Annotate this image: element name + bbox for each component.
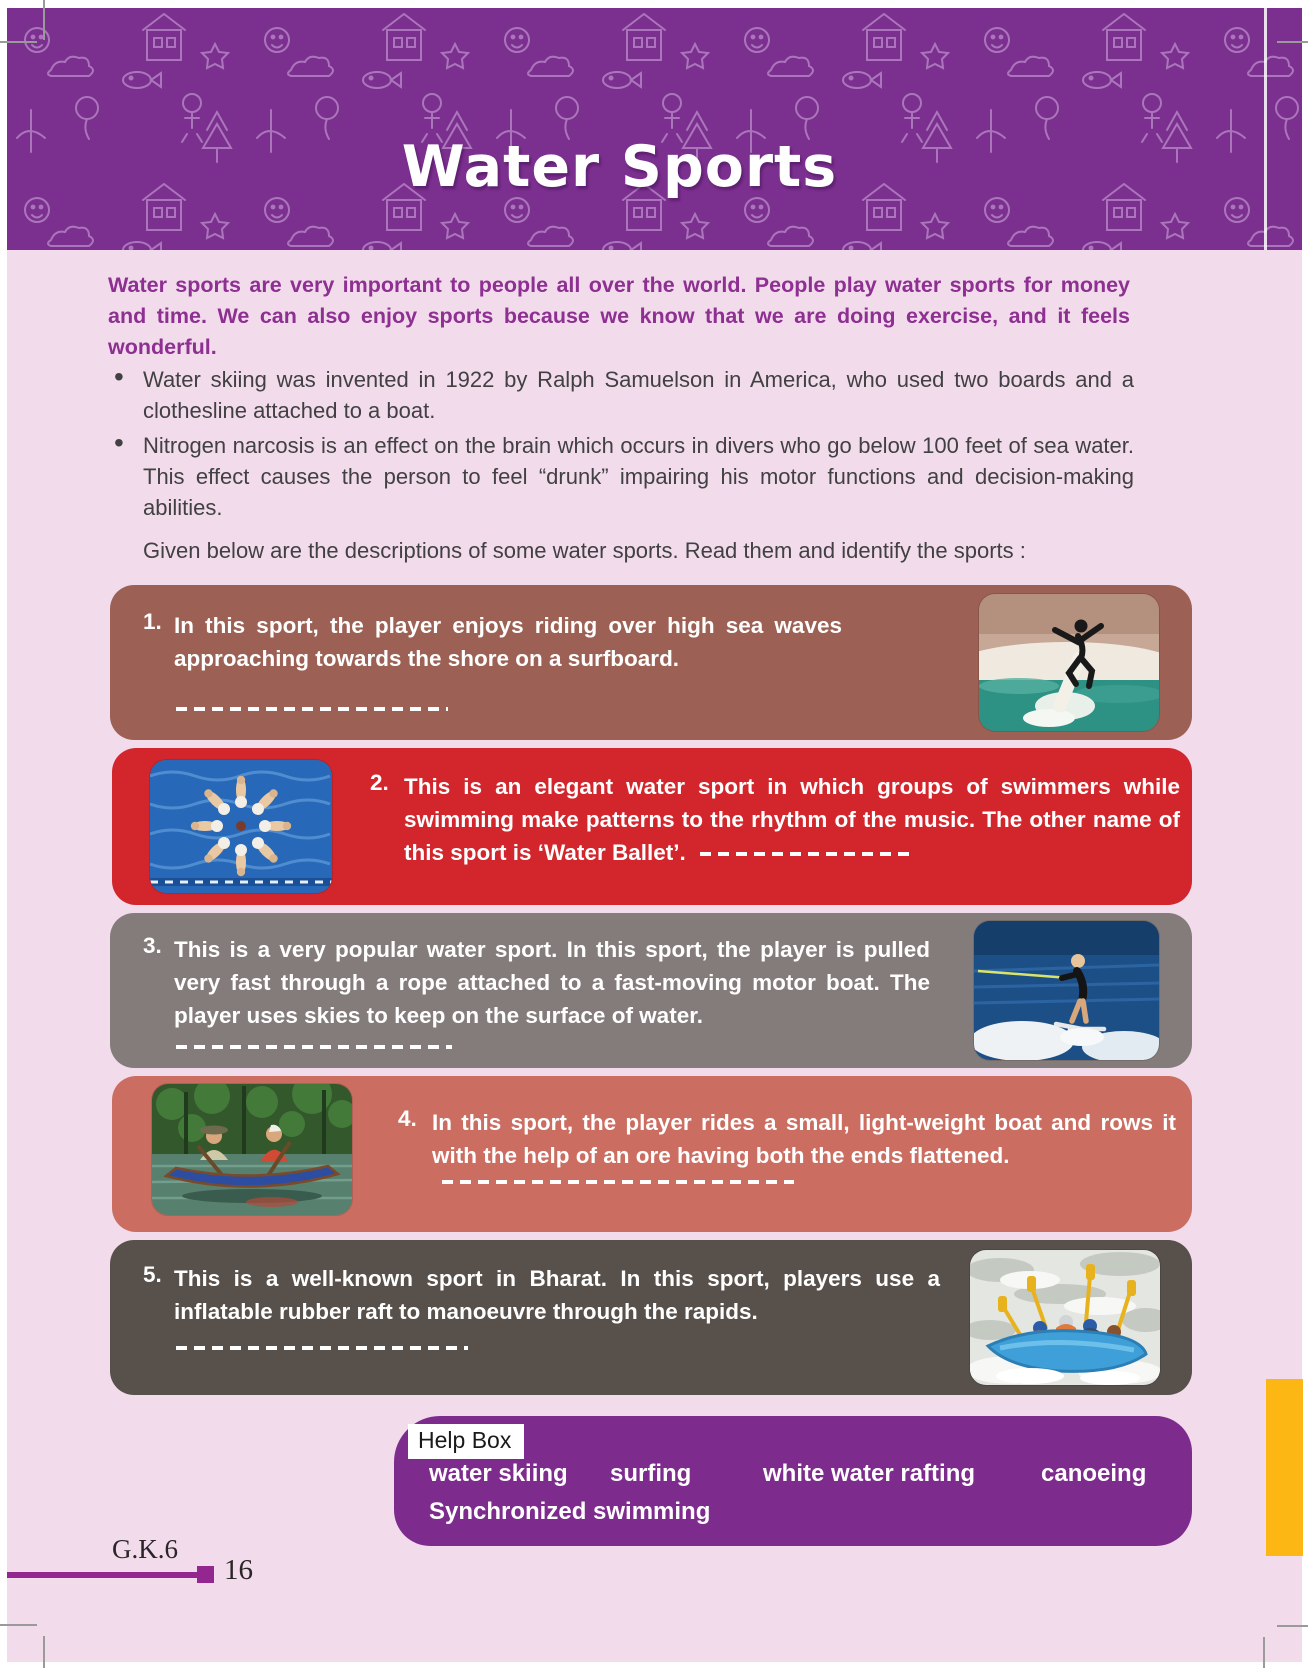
- instruction-text: Given below are the descriptions of some water sports. Read them and identify the sports :: [143, 538, 1026, 563]
- crop-mark: [1277, 1625, 1308, 1627]
- fact-item: • Water skiing was invented in 1922 by Ralph Samuelson in America, who used two boards and a clothesline attached to a boat.: [108, 364, 1134, 426]
- fact-item: • Nitrogen narcosis is an effect on the brain which occurs in divers who go below 100 feet of sea water. This effect causes the person to feel “drunk” impairing his motor functions and decision-making abilities.: [108, 430, 1134, 523]
- question-number: 1.: [143, 609, 162, 634]
- doodle-pattern: [7, 8, 1302, 250]
- canoeing-photo: [152, 1084, 352, 1215]
- chapter-edge-tab: [1266, 1379, 1303, 1556]
- question-text: This is a well-known sport in Bharat. In this sport, players use a inflatable rubber raft to manoeuvre through the rapids.: [174, 1266, 940, 1324]
- water-skiing-photo: [974, 921, 1159, 1060]
- surfing-photo: [979, 594, 1159, 731]
- question-box-4: [112, 1076, 1192, 1232]
- question-box-3: [110, 913, 1192, 1068]
- help-option-water-skiing: water skiing: [429, 1460, 568, 1487]
- answer-blank[interactable]: [176, 1045, 452, 1049]
- synchronized-swimming-photo: [150, 760, 332, 893]
- help-box: [394, 1416, 1192, 1546]
- question-number: 4.: [398, 1106, 417, 1131]
- chapter-banner: [7, 8, 1302, 250]
- book-code: G.K.6: [112, 1534, 178, 1564]
- question-number: 3.: [143, 933, 162, 958]
- question-text: This is a very popular water sport. In this sport, the player is pulled very fast through a rope attached to a fast-moving motor boat. The player uses skies to keep on the surface of water.: [174, 937, 930, 1028]
- help-option-canoeing: canoeing: [1041, 1460, 1147, 1487]
- question-number: 2.: [370, 770, 389, 795]
- crop-mark: [43, 0, 45, 40]
- question-text: [404, 770, 1180, 869]
- footer-rule: [7, 1572, 197, 1578]
- footer-rule-end-square: [197, 1566, 214, 1583]
- crop-mark: [1277, 41, 1308, 43]
- fact-list: [108, 364, 1134, 527]
- answer-blank[interactable]: [176, 1346, 468, 1350]
- page-title: Water Sports: [401, 134, 838, 200]
- help-option-white-water-rafting: white water rafting: [763, 1460, 976, 1487]
- answer-blank[interactable]: [442, 1180, 794, 1184]
- question-text: In this sport, the player enjoys riding over high sea waves approaching towards the shore on a surfboard.: [174, 613, 842, 671]
- question-text: In this sport, the player rides a small, light-weight boat and rows it with the help of an ore having both the ends flattened.: [432, 1110, 1176, 1168]
- help-option-surfing: surfing: [610, 1460, 692, 1487]
- help-option-synchronized-swimming: Synchronized swimming: [429, 1498, 711, 1525]
- answer-blank[interactable]: [176, 707, 448, 711]
- intro-paragraph: Water sports are very important to people all over the world. People play water sports for money and time. We can also enjoy sports because we know that we are doing exercise, and it feels wonderful.: [108, 273, 1130, 359]
- crop-mark: [1264, 8, 1267, 250]
- question-box-1: [110, 585, 1192, 740]
- question-box-2: [112, 748, 1192, 905]
- help-box-label: Help Box: [408, 1424, 524, 1459]
- crop-mark: [43, 1636, 45, 1668]
- white-water-rafting-photo: [970, 1250, 1160, 1385]
- question-number: 5.: [143, 1262, 162, 1287]
- question-box-5: [110, 1240, 1192, 1395]
- question-text-span: This is an elegant water sport in which groups of swimmers while swimming make patterns to the rhythm of the music. The other name of this sport is ‘Water Ballet’.: [404, 774, 1180, 865]
- crop-mark: [1263, 1637, 1265, 1668]
- crop-mark: [0, 41, 37, 43]
- page-number: 16: [224, 1554, 253, 1586]
- answer-blank[interactable]: [700, 852, 912, 856]
- crop-mark: [0, 1624, 37, 1626]
